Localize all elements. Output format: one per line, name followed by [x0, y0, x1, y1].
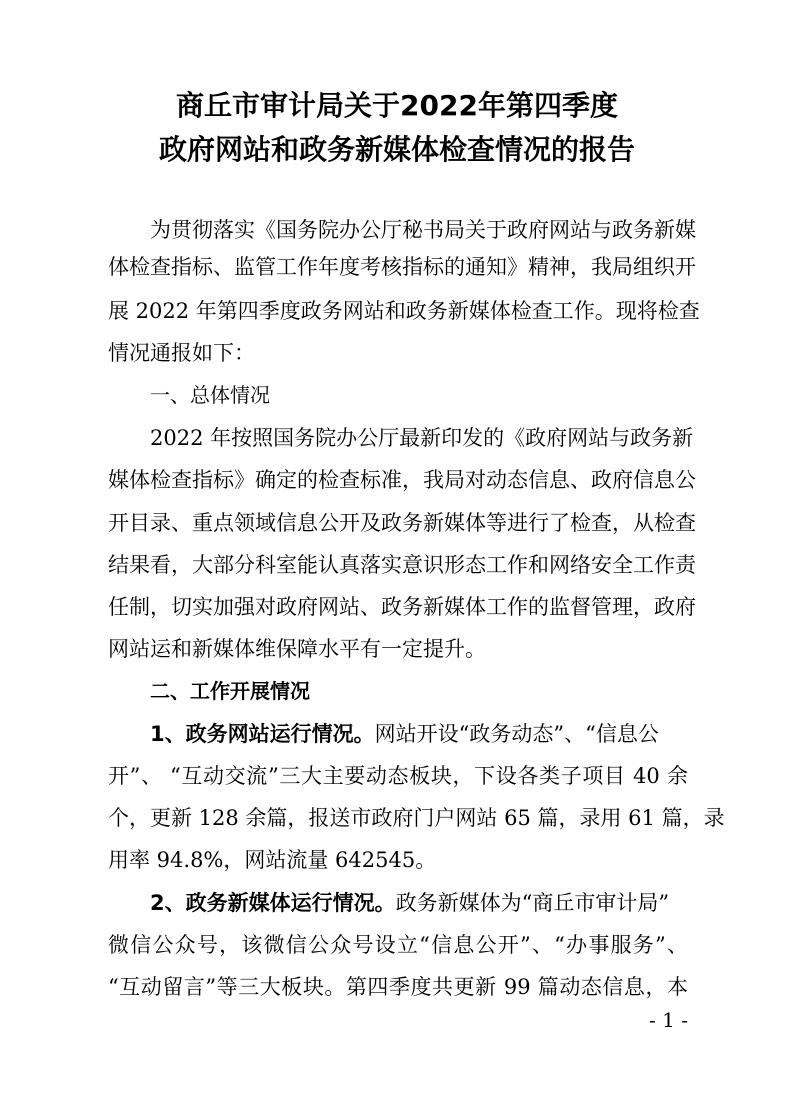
- item1-line: 开”、 “互动交流”三大主要动态板块，下设各类子项目 40 余: [108, 764, 688, 788]
- section2-heading: 二、工作开展情况: [150, 679, 310, 703]
- item1-lead: 1、政务网站运行情况。: [150, 722, 375, 746]
- section1-line: 媒体检查指标》确定的检查标准，我局对动态信息、政府信息公: [108, 468, 696, 492]
- item2-first-line: [150, 888, 688, 918]
- item1-line: 个，更新 128 余篇，报送市政府门户网站 65 篇，录用 61 篇，录: [108, 806, 725, 830]
- item2-line: “互动留言”等三大板块。第四季度共更新 99 篇动态信息，本: [108, 975, 688, 999]
- section1-line: 开目录、重点领域信息公开及政务新媒体等进行了检查，从检查: [108, 511, 696, 535]
- page-number: - 1 -: [649, 1008, 688, 1032]
- intro-line: 体检查指标、监管工作年度考核指标的通知》精神，我局组织开: [108, 255, 696, 279]
- item2-lead: 2、政务新媒体运行情况。: [150, 891, 396, 915]
- section1-heading: 一、总体情况: [150, 383, 270, 407]
- section1-line: 网站运和新媒体维保障水平有一定提升。: [108, 637, 486, 661]
- intro-line: 展 2022 年第四季度政务网站和政务新媒体检查工作。现将检查: [108, 299, 700, 323]
- item1-first-text: 网站开设“政务动态”、“信息公: [374, 722, 659, 746]
- intro-line: 为贯彻落实《国务院办公厅秘书局关于政府网站与政务新媒: [150, 218, 696, 242]
- document-title-line2: 政府网站和政务新媒体检查情况的报告: [158, 133, 635, 166]
- item2-line: 微信公众号，该微信公众号设立“信息公开”、“办事服务”、: [108, 933, 688, 957]
- section1-line: 任制，切实加强对政府网站、政务新媒体工作的监督管理，政府: [108, 595, 696, 619]
- item1-line: 用率 94.8%，网站流量 642545。: [108, 848, 437, 872]
- document-title-line1: 商丘市审计局关于2022年第四季度: [176, 89, 618, 122]
- item1-first-line: [150, 719, 688, 749]
- intro-line: 情况通报如下：: [108, 341, 255, 365]
- item2-first-text: 政务新媒体为“商丘市审计局”: [395, 891, 670, 915]
- section1-line: 2022 年按照国务院办公厅最新印发的《政府网站与政务新: [150, 426, 694, 450]
- section1-line: 结果看，大部分科室能认真落实意识形态工作和网络安全工作责: [108, 553, 696, 577]
